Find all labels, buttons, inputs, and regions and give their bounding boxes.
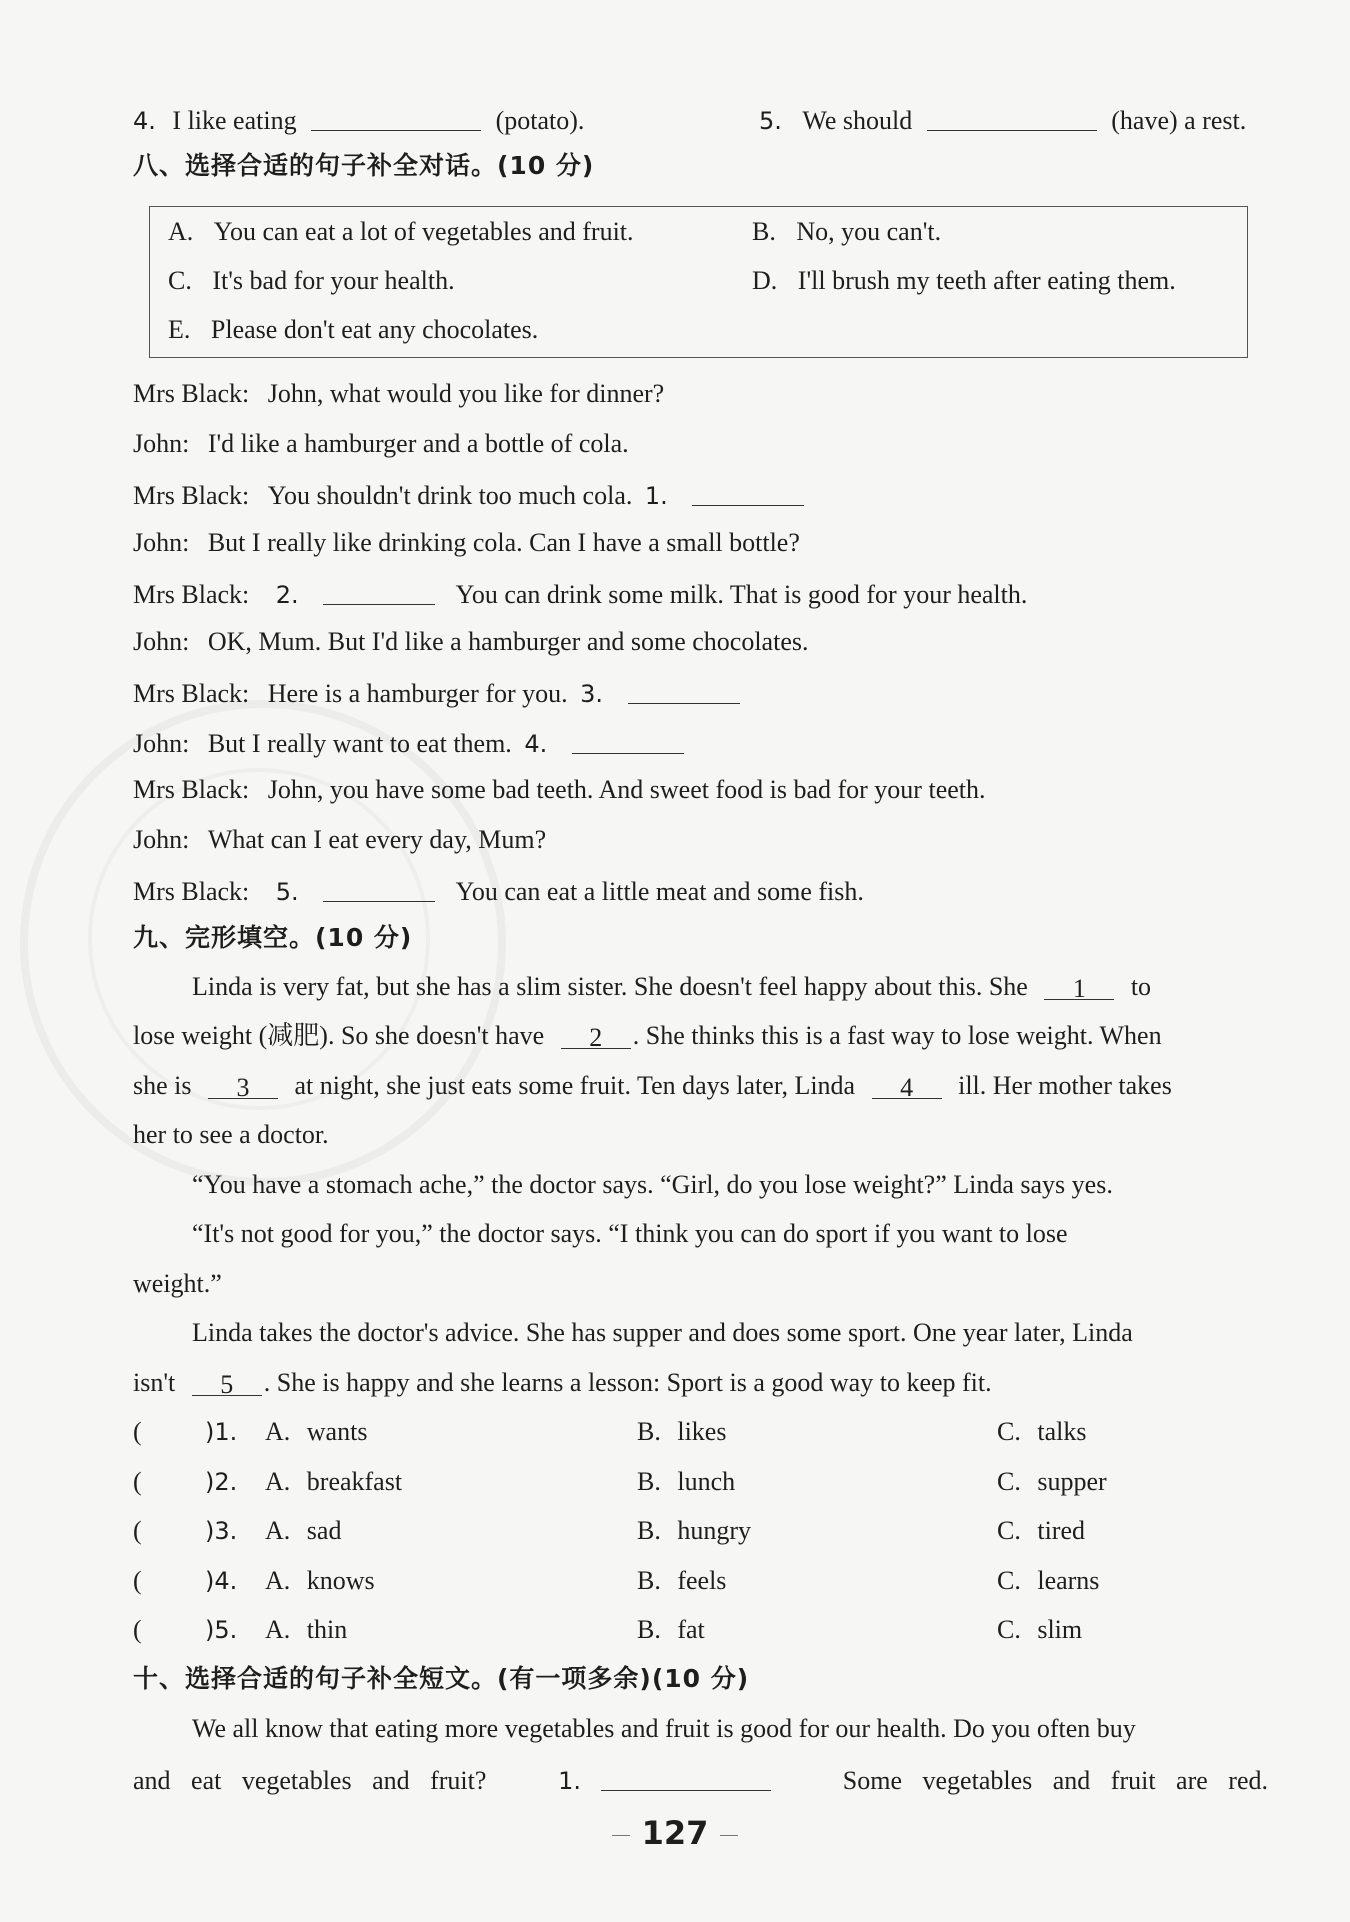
option-a[interactable]: knows: [306, 1566, 375, 1595]
cloze-text: she is: [133, 1071, 192, 1100]
cloze-blank-4[interactable]: [872, 1070, 942, 1102]
cloze-text: . She thinks this is a fast way to lose weight. When: [632, 1021, 1162, 1050]
cloze-blank-5[interactable]: [192, 1367, 262, 1399]
choice-number: )5.: [205, 1616, 238, 1644]
cloze-line: [133, 1068, 1268, 1104]
dialogue-line: [133, 525, 1268, 561]
section10-heading: 十、选择合适的句子补全短文。(有一项多余)(10 分): [133, 1664, 750, 1693]
blank-label: 1: [1072, 974, 1086, 1003]
option-label: C.: [997, 1615, 1021, 1644]
dialogue-line: [133, 426, 1268, 462]
choice-row: [133, 1563, 1268, 1599]
passage-line: [133, 1760, 1268, 1799]
section9-heading: 九、完形填空。(10 分): [133, 923, 413, 952]
section8-heading: 八、选择合适的句子补全对话。(10 分): [133, 151, 595, 180]
dialogue-text: You can eat a little meat and some fish.: [455, 877, 864, 906]
q7-item4-post: (potato).: [495, 106, 585, 135]
speaker: John:: [133, 429, 190, 458]
answer-blank[interactable]: [572, 725, 684, 754]
option-c[interactable]: slim: [1037, 1615, 1083, 1644]
option-label: C.: [997, 1417, 1021, 1446]
option-e-text: Please don't eat any chocolates.: [210, 315, 539, 344]
option-b[interactable]: hungry: [677, 1516, 752, 1545]
choice-number: )4.: [205, 1567, 238, 1595]
dialogue-line: [133, 574, 1268, 613]
dialogue-text: But I really like drinking cola. Can I have a small bottle?: [207, 528, 800, 557]
dialogue-line: [133, 772, 1268, 808]
answer-blank[interactable]: [601, 1762, 771, 1791]
answer-paren[interactable]: (: [133, 1566, 142, 1595]
choice-number: )2.: [205, 1468, 238, 1496]
passage-line: We all know that eating more vegetables and fruit is good for our health. Do you often buy: [192, 1714, 1136, 1743]
option-c[interactable]: learns: [1037, 1566, 1100, 1595]
answer-blank[interactable]: [692, 477, 804, 506]
speaker: John:: [133, 627, 190, 656]
cloze-line: weight.”: [133, 1269, 222, 1298]
q7-item5-pre: We should: [802, 106, 913, 135]
option-b[interactable]: feels: [677, 1566, 727, 1595]
q7-item4-pre: I like eating: [172, 106, 297, 135]
dialogue-text: John, what would you like for dinner?: [267, 379, 665, 408]
blank-label: 5: [220, 1370, 234, 1399]
option-c[interactable]: talks: [1037, 1417, 1087, 1446]
answer-blank[interactable]: [927, 102, 1097, 131]
speaker: John:: [133, 729, 190, 758]
option-label: B.: [637, 1615, 661, 1644]
option-label: C.: [997, 1516, 1021, 1545]
dialogue-line: [133, 871, 1268, 910]
option-label: C.: [997, 1566, 1021, 1595]
option-a-text: You can eat a lot of vegetables and fruit.: [213, 217, 634, 246]
speaker: Mrs Black:: [133, 481, 250, 510]
cloze-line: [192, 969, 1268, 1005]
blank-number: 3.: [580, 680, 604, 708]
dialogue-text: Here is a hamburger for you.: [267, 679, 568, 708]
dialogue-text: John, you have some bad teeth. And sweet food is bad for your teeth.: [267, 775, 986, 804]
speaker: Mrs Black:: [133, 679, 250, 708]
cloze-text: to: [1130, 972, 1152, 1001]
passage-text: and eat vegetables and fruit?: [133, 1766, 487, 1795]
q7-item5-num: 5.: [759, 107, 782, 135]
dialogue-line: [133, 624, 1268, 660]
dialogue-line: [133, 723, 1268, 762]
answer-blank[interactable]: [323, 873, 435, 902]
dialogue-line: [133, 475, 1268, 514]
answer-paren[interactable]: (: [133, 1516, 142, 1545]
q7-item5-post: (have) a rest.: [1111, 106, 1247, 135]
choice-number: )3.: [205, 1517, 238, 1545]
blank-number: 1.: [558, 1767, 582, 1795]
speaker: Mrs Black:: [133, 775, 250, 804]
option-c-letter: C.: [168, 266, 192, 295]
answer-paren[interactable]: (: [133, 1417, 142, 1446]
option-d-text: I'll brush my teeth after eating them.: [797, 266, 1176, 295]
option-c[interactable]: supper: [1037, 1467, 1107, 1496]
dialogue-text: I'd like a hamburger and a bottle of cola.: [207, 429, 629, 458]
option-b[interactable]: likes: [677, 1417, 727, 1446]
option-label: B.: [637, 1566, 661, 1595]
speaker: Mrs Black:: [133, 580, 250, 609]
blank-number: 5.: [275, 878, 299, 906]
dialogue-text: OK, Mum. But I'd like a hamburger and some chocolates.: [207, 627, 809, 656]
answer-blank[interactable]: [628, 675, 740, 704]
cloze-line: her to see a doctor.: [133, 1120, 329, 1149]
option-label: B.: [637, 1467, 661, 1496]
speaker: John:: [133, 528, 190, 557]
passage-text: Some vegetables and fruit are red.: [842, 1766, 1268, 1795]
answer-paren[interactable]: (: [133, 1467, 142, 1496]
choice-row: [133, 1414, 1268, 1450]
option-a[interactable]: breakfast: [306, 1467, 403, 1496]
option-label: B.: [637, 1417, 661, 1446]
cloze-blank-1[interactable]: [1044, 971, 1114, 1003]
answer-blank[interactable]: [311, 102, 481, 131]
dialogue-line: [133, 673, 1268, 712]
cloze-text: Linda is very fat, but she has a slim sister. She doesn't feel happy about this. She: [192, 972, 1028, 1001]
option-a[interactable]: thin: [306, 1615, 348, 1644]
cloze-text: at night, she just eats some fruit. Ten days later, Linda: [294, 1071, 856, 1100]
q7-item4-num: 4.: [133, 107, 156, 135]
option-a[interactable]: wants: [306, 1417, 368, 1446]
blank-number: 2.: [275, 581, 299, 609]
answer-blank[interactable]: [323, 576, 435, 605]
option-label: C.: [997, 1467, 1021, 1496]
choice-number: )1.: [205, 1418, 238, 1446]
option-label: A.: [265, 1615, 291, 1644]
option-c-text: It's bad for your health.: [212, 266, 455, 295]
option-label: A.: [265, 1516, 291, 1545]
cloze-text: lose weight (减肥). So she doesn't have: [133, 1021, 545, 1050]
choice-row: [133, 1513, 1268, 1549]
option-d-letter: D.: [752, 266, 778, 295]
option-row: [168, 263, 1268, 299]
choice-row: [133, 1464, 1268, 1500]
cloze-text: ill. Her mother takes: [958, 1071, 1172, 1100]
page-number: [0, 1814, 1350, 1852]
blank-label: 4: [900, 1073, 914, 1102]
option-b[interactable]: fat: [677, 1615, 705, 1644]
option-c[interactable]: tired: [1037, 1516, 1085, 1545]
dialogue-line: [133, 376, 1268, 412]
cloze-line: [133, 1365, 1268, 1401]
option-b-text: No, you can't.: [796, 217, 942, 246]
cloze-line: “You have a stomach ache,” the doctor says. “Girl, do you lose weight?” Linda says yes.: [192, 1170, 1113, 1199]
dialogue-text: You shouldn't drink too much cola.: [267, 481, 633, 510]
q7-item-row: [133, 100, 1268, 139]
answer-paren[interactable]: (: [133, 1615, 142, 1644]
dialogue-text: But I really want to eat them.: [207, 729, 512, 758]
blank-label: 3: [236, 1073, 250, 1102]
cloze-line: Linda takes the doctor's advice. She has supper and does some sport. One year later, Linda: [192, 1318, 1133, 1347]
option-label: A.: [265, 1417, 291, 1446]
speaker: Mrs Black:: [133, 379, 250, 408]
option-b-letter: B.: [752, 217, 776, 246]
cloze-text: . She is happy and she learns a lesson: Sport is a good way to keep fit.: [263, 1368, 992, 1397]
cloze-blank-2[interactable]: [561, 1020, 631, 1052]
option-e-letter: E.: [168, 315, 191, 344]
option-a-letter: A.: [168, 217, 194, 246]
option-a[interactable]: sad: [306, 1516, 342, 1545]
option-row: [168, 312, 1268, 348]
option-b[interactable]: lunch: [677, 1467, 736, 1496]
cloze-line: [133, 1018, 1268, 1054]
speaker: Mrs Black:: [133, 877, 250, 906]
cloze-blank-3[interactable]: [208, 1070, 278, 1102]
blank-number: 4.: [524, 730, 548, 758]
blank-number: 1.: [644, 482, 668, 510]
option-label: A.: [265, 1467, 291, 1496]
dialogue-text: You can drink some milk. That is good for your health.: [455, 580, 1028, 609]
option-row: [168, 214, 1268, 250]
choice-row: [133, 1612, 1268, 1648]
option-label: A.: [265, 1566, 291, 1595]
dialogue-text: What can I eat every day, Mum?: [207, 825, 547, 854]
speaker: John:: [133, 825, 190, 854]
option-label: B.: [637, 1516, 661, 1545]
dialogue-line: [133, 822, 1268, 858]
page-number-text: 127: [641, 1814, 709, 1852]
blank-label: 2: [589, 1023, 603, 1052]
cloze-line: “It's not good for you,” the doctor says. “I think you can do sport if you want to lose: [192, 1219, 1068, 1248]
cloze-text: isn't: [133, 1368, 176, 1397]
